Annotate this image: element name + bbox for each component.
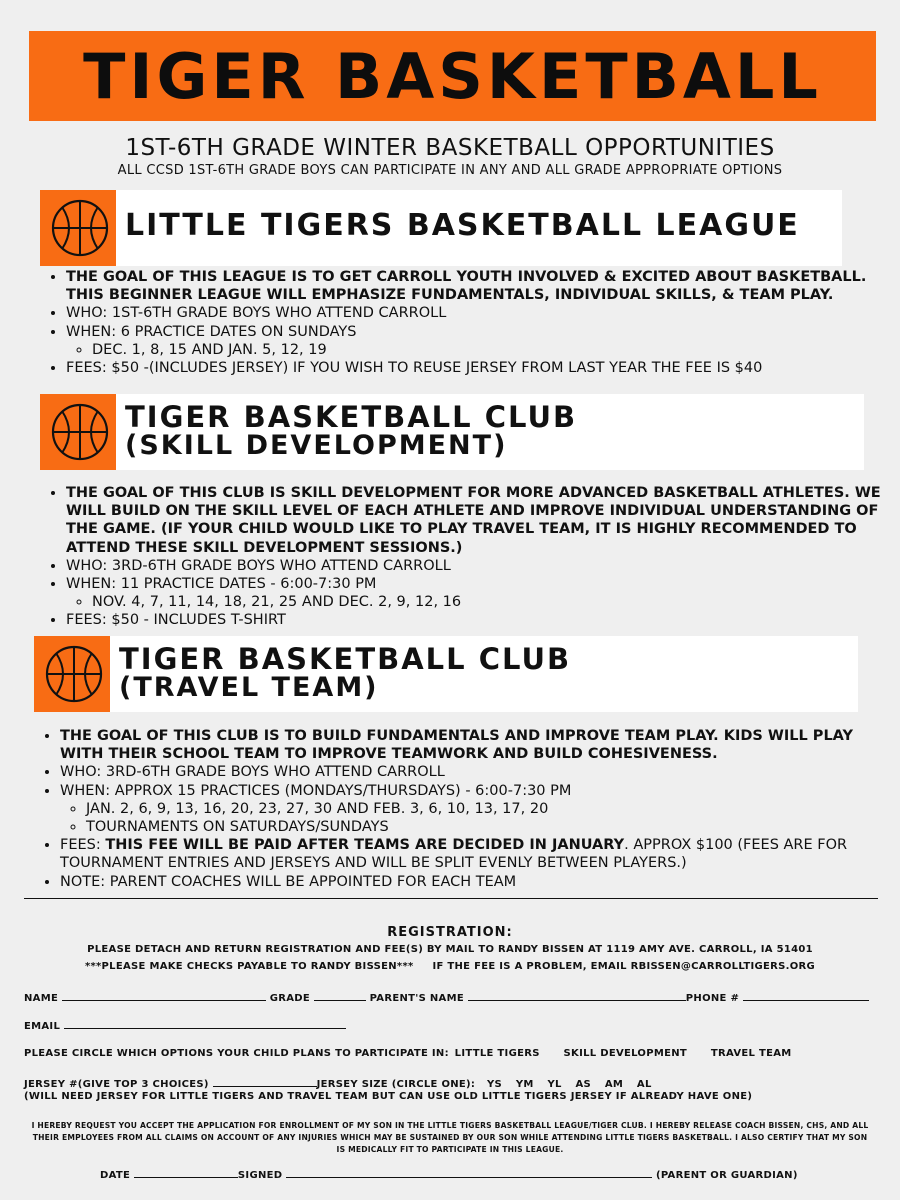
basketball-icon: [40, 190, 116, 266]
list-item: ◦ TOURNAMENTS ON SATURDAYS/SUNDAYS: [86, 818, 900, 836]
option-travel-team[interactable]: TRAVEL TEAM: [710, 1048, 792, 1059]
fees-rest-text: . APPROX $100 (FEES ARE FOR TOURNAMENT ENTRIES AND JERSEYS AND WILL BE SPLIT EVENLY BETWEEN PLAYERS.): [60, 837, 848, 872]
page-title: TIGER BASKETBALL: [83, 39, 822, 113]
date-field[interactable]: [134, 1168, 238, 1178]
section-title-line1: TIGER BASKETBALL CLUB: [119, 642, 572, 676]
size-ys[interactable]: YS: [487, 1079, 503, 1090]
basketball-icon: [40, 394, 116, 470]
jersey-row: [24, 1077, 652, 1090]
fees-bold-text: THIS FEE WILL BE PAID AFTER TEAMS ARE DECIDED IN JANUARY: [105, 837, 625, 854]
list-item: • NOTE: PARENT COACHES WILL BE APPOINTED FOR EACH TEAM: [60, 873, 900, 891]
list-item: • WHO: 3RD-6TH GRADE BOYS WHO ATTEND CARROLL: [60, 763, 900, 781]
list-item: • WHO: 1ST-6TH GRADE BOYS WHO ATTEND CARROLL: [66, 304, 900, 322]
list-item: ◦ NOV. 4, 7, 11, 14, 18, 21, 25 AND DEC. 2, 9, 12, 16: [92, 593, 896, 611]
list-item: • THE GOAL OF THIS LEAGUE IS TO GET CARROLL YOUTH INVOLVED & EXCITED ABOUT BASKETBALL. THIS BEGINNER LEAGUE WILL EMPHASIZE FUNDAMENTALS, INDIVIDUAL SKILLS, & TEAM PLAY.: [66, 268, 900, 304]
email-field[interactable]: [64, 1019, 346, 1029]
jersey-size-label: JERSEY SIZE (CIRCLE ONE):: [316, 1079, 476, 1090]
phone-field[interactable]: [743, 991, 869, 1001]
basketball-icon: [34, 636, 110, 712]
jersey-number-label: JERSEY #(GIVE TOP 3 CHOICES): [24, 1079, 209, 1090]
option-skill-development[interactable]: SKILL DEVELOPMENT: [563, 1048, 688, 1059]
waiver-text: I HEREBY REQUEST YOU ACCEPT THE APPLICATION FOR ENROLLMENT OF MY SON IN THE LITTLE TIGERS BASKETBALL LEAGUE/TIGER CLUB. I HEREBY RELEASE COACH BISSEN, CHS, AND ALL THEIR EMPLOYEES FROM ALL CLAIMS ON ACCOUNT OF ANY INJURIES WHICH MAY BE SUSTAINED BY OUR SON WHILE ATTENDING LITTLE TIGERS BASKETBALL. I ALSO CERTIFY THAT MY SON IS MEDICALLY FIT TO PARTICIPATE IN THIS LEAGUE.: [31, 1121, 869, 1154]
section-title-line1: TIGER BASKETBALL CLUB: [125, 400, 578, 434]
name-field[interactable]: [62, 991, 266, 1001]
name-label: NAME: [24, 993, 59, 1004]
parent-name-label: PARENT'S NAME: [369, 993, 464, 1004]
list-item: [60, 836, 900, 872]
signature-row: [100, 1168, 798, 1181]
email-label: EMAIL: [24, 1021, 61, 1032]
date-label: DATE: [100, 1170, 131, 1181]
jersey-note: (WILL NEED JERSEY FOR LITTLE TIGERS AND TRAVEL TEAM BUT CAN USE OLD LITTLE TIGERS JERSEY IF ALREADY HAVE ONE): [24, 1091, 753, 1102]
list-item: ◦ DEC. 1, 8, 15 AND JAN. 5, 12, 19: [92, 341, 900, 359]
subtitle: 1ST-6TH GRADE WINTER BASKETBALL OPPORTUNITIES: [125, 135, 775, 161]
option-little-tigers[interactable]: LITTLE TIGERS: [454, 1048, 540, 1059]
size-am[interactable]: AM: [604, 1079, 624, 1090]
checks-payable-text: ***PLEASE MAKE CHECKS PAYABLE TO RANDY BISSEN***: [84, 961, 414, 972]
fee-problem-text: IF THE FEE IS A PROBLEM, EMAIL RBISSEN@CARROLLTIGERS.ORG: [432, 961, 816, 972]
email-row: [24, 1019, 346, 1032]
name-row: [24, 991, 869, 1004]
when-text: WHEN: APPROX 15 PRACTICES (MONDAYS/THURSDAYS) - 6:00-7:30 PM: [60, 782, 572, 799]
options-row: [24, 1048, 792, 1059]
parent-name-field[interactable]: [468, 991, 686, 1001]
section-title-travel-team: [119, 644, 571, 703]
list-item: • THE GOAL OF THIS CLUB IS TO BUILD FUNDAMENTALS AND IMPROVE TEAM PLAY. KIDS WILL PLAY WITH THEIR SCHOOL TEAM TO IMPROVE TEAMWORK AND BUILD COHESIVENESS.: [60, 727, 900, 763]
section-list-travel-team: [32, 727, 900, 891]
list-item: ◦ JAN. 2, 6, 9, 13, 16, 20, 23, 27, 30 AND FEB. 3, 6, 10, 13, 17, 20: [86, 800, 900, 818]
size-as[interactable]: AS: [575, 1079, 592, 1090]
detach-line: [24, 898, 878, 899]
options-prompt: PLEASE CIRCLE WHICH OPTIONS YOUR CHILD PLANS TO PARTICIPATE IN:: [24, 1048, 449, 1059]
signed-label: SIGNED: [237, 1170, 283, 1181]
when-text: WHEN: 11 PRACTICE DATES - 6:00-7:30 PM: [66, 576, 377, 593]
grade-label: GRADE: [269, 993, 310, 1004]
section-title-skill-development: [125, 402, 577, 461]
guardian-label: (PARENT OR GUARDIAN): [655, 1170, 798, 1181]
registration-instructions: PLEASE DETACH AND RETURN REGISTRATION AND FEE(S) BY MAIL TO RANDY BISSEN AT 1119 AMY AVE. CARROLL, IA 51401: [87, 944, 813, 955]
section-title-line2: (TRAVEL TEAM): [119, 672, 379, 704]
registration-checks-note: [0, 961, 900, 972]
list-item: • THE GOAL OF THIS CLUB IS SKILL DEVELOPMENT FOR MORE ADVANCED BASKETBALL ATHLETES. WE WILL BUILD ON THE SKILL LEVEL OF EACH ATHLETE AND IMPROVE INDIVIDUAL UNDERSTANDING OF THE GAME. (IF YOUR CHILD WOULD LIKE TO PLAY TRAVEL TEAM, IT IS HIGHLY RECOMMENDED TO ATTEND THESE SKILL DEVELOPMENT SESSIONS.): [66, 484, 896, 557]
jersey-number-field[interactable]: [213, 1077, 317, 1087]
size-al[interactable]: AL: [636, 1079, 652, 1090]
when-text: WHEN: 6 PRACTICE DATES ON SUNDAYS: [66, 323, 357, 340]
list-item: • FEES: $50 - INCLUDES T-SHIRT: [66, 611, 896, 629]
section-list-little-tigers: [38, 268, 900, 377]
signature-field[interactable]: [286, 1168, 652, 1178]
list-item: [60, 782, 900, 837]
list-item: • WHO: 3RD-6TH GRADE BOYS WHO ATTEND CARROLL: [66, 557, 896, 575]
registration-title: REGISTRATION:: [387, 925, 513, 940]
list-item: • FEES: $50 -(INCLUDES JERSEY) IF YOU WISH TO REUSE JERSEY FROM LAST YEAR THE FEE IS $40: [66, 359, 900, 377]
title-banner: [29, 31, 876, 121]
section-title-line2: (SKILL DEVELOPMENT): [125, 430, 508, 462]
size-yl[interactable]: YL: [547, 1079, 562, 1090]
list-item: [66, 575, 896, 611]
grade-field[interactable]: [314, 991, 366, 1001]
phone-label: PHONE #: [685, 993, 740, 1004]
tagline: ALL CCSD 1ST-6TH GRADE BOYS CAN PARTICIPATE IN ANY AND ALL GRADE APPROPRIATE OPTIONS: [117, 163, 783, 178]
list-item: [66, 323, 900, 359]
size-ym[interactable]: YM: [515, 1079, 534, 1090]
fees-label: FEES:: [60, 837, 106, 854]
section-list-skill-development: [38, 484, 896, 630]
section-title-little-tigers: LITTLE TIGERS BASKETBALL LEAGUE: [125, 208, 800, 243]
